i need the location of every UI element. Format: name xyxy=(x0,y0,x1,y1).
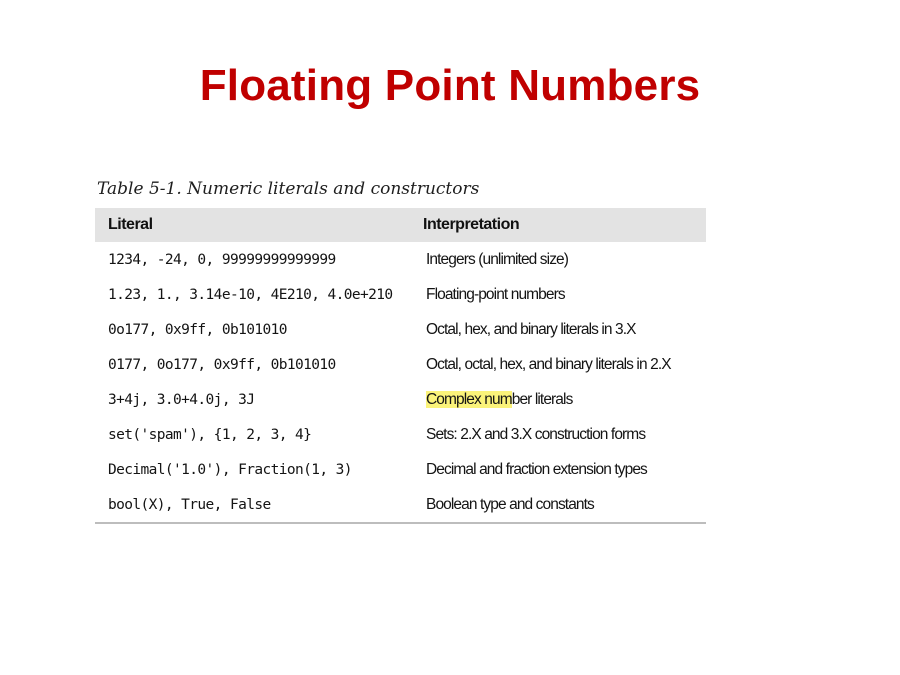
table-row xyxy=(95,452,706,487)
header-literal: Literal xyxy=(108,216,153,233)
table-caption: Table 5-1. Numeric literals and constructors xyxy=(97,179,480,199)
interpretation-cell: Floating-point numbers xyxy=(426,285,565,303)
table-row xyxy=(95,347,706,382)
header-interpretation: Interpretation xyxy=(423,216,520,233)
table-row xyxy=(95,417,706,452)
literal-cell: bool(X), True, False xyxy=(95,487,410,523)
interpretation-text: ber literals xyxy=(511,390,573,408)
table-row xyxy=(95,382,706,417)
interpretation-cell: Integers (unlimited size) xyxy=(426,250,569,268)
table-row xyxy=(95,312,706,347)
interpretation-cell: Octal, hex, and binary literals in 3.X xyxy=(426,320,636,338)
literal-cell: 0o177, 0x9ff, 0b101010 xyxy=(95,312,410,347)
literal-cell: 1234, -24, 0, 99999999999999 xyxy=(95,242,410,277)
interpretation-cell: Sets: 2.X and 3.X construction forms xyxy=(426,425,646,443)
slide-title: Floating Point Numbers xyxy=(199,61,701,110)
interpretation-cell: Decimal and fraction extension types xyxy=(426,460,647,478)
numeric-literals-figure xyxy=(95,176,706,524)
literal-cell: set('spam'), {1, 2, 3, 4} xyxy=(95,417,410,452)
table-header-row xyxy=(95,208,706,242)
literal-cell: 3+4j, 3.0+4.0j, 3J xyxy=(95,382,410,417)
table-row xyxy=(95,242,706,277)
table-row xyxy=(95,487,706,523)
interpretation-cell: Boolean type and constants xyxy=(410,487,706,523)
interpretation-cell: Octal, octal, hex, and binary literals in 2.X xyxy=(426,355,671,373)
interpretation-cell xyxy=(410,382,706,417)
literal-cell: 1.23, 1., 3.14e-10, 4E210, 4.0e+210 xyxy=(95,277,410,312)
highlighted-text: Complex num xyxy=(426,390,512,408)
literal-cell: 0177, 0o177, 0x9ff, 0b101010 xyxy=(95,347,410,382)
table-row xyxy=(95,277,706,312)
numeric-literals-table xyxy=(95,208,706,524)
literal-cell: Decimal('1.0'), Fraction(1, 3) xyxy=(95,452,410,487)
